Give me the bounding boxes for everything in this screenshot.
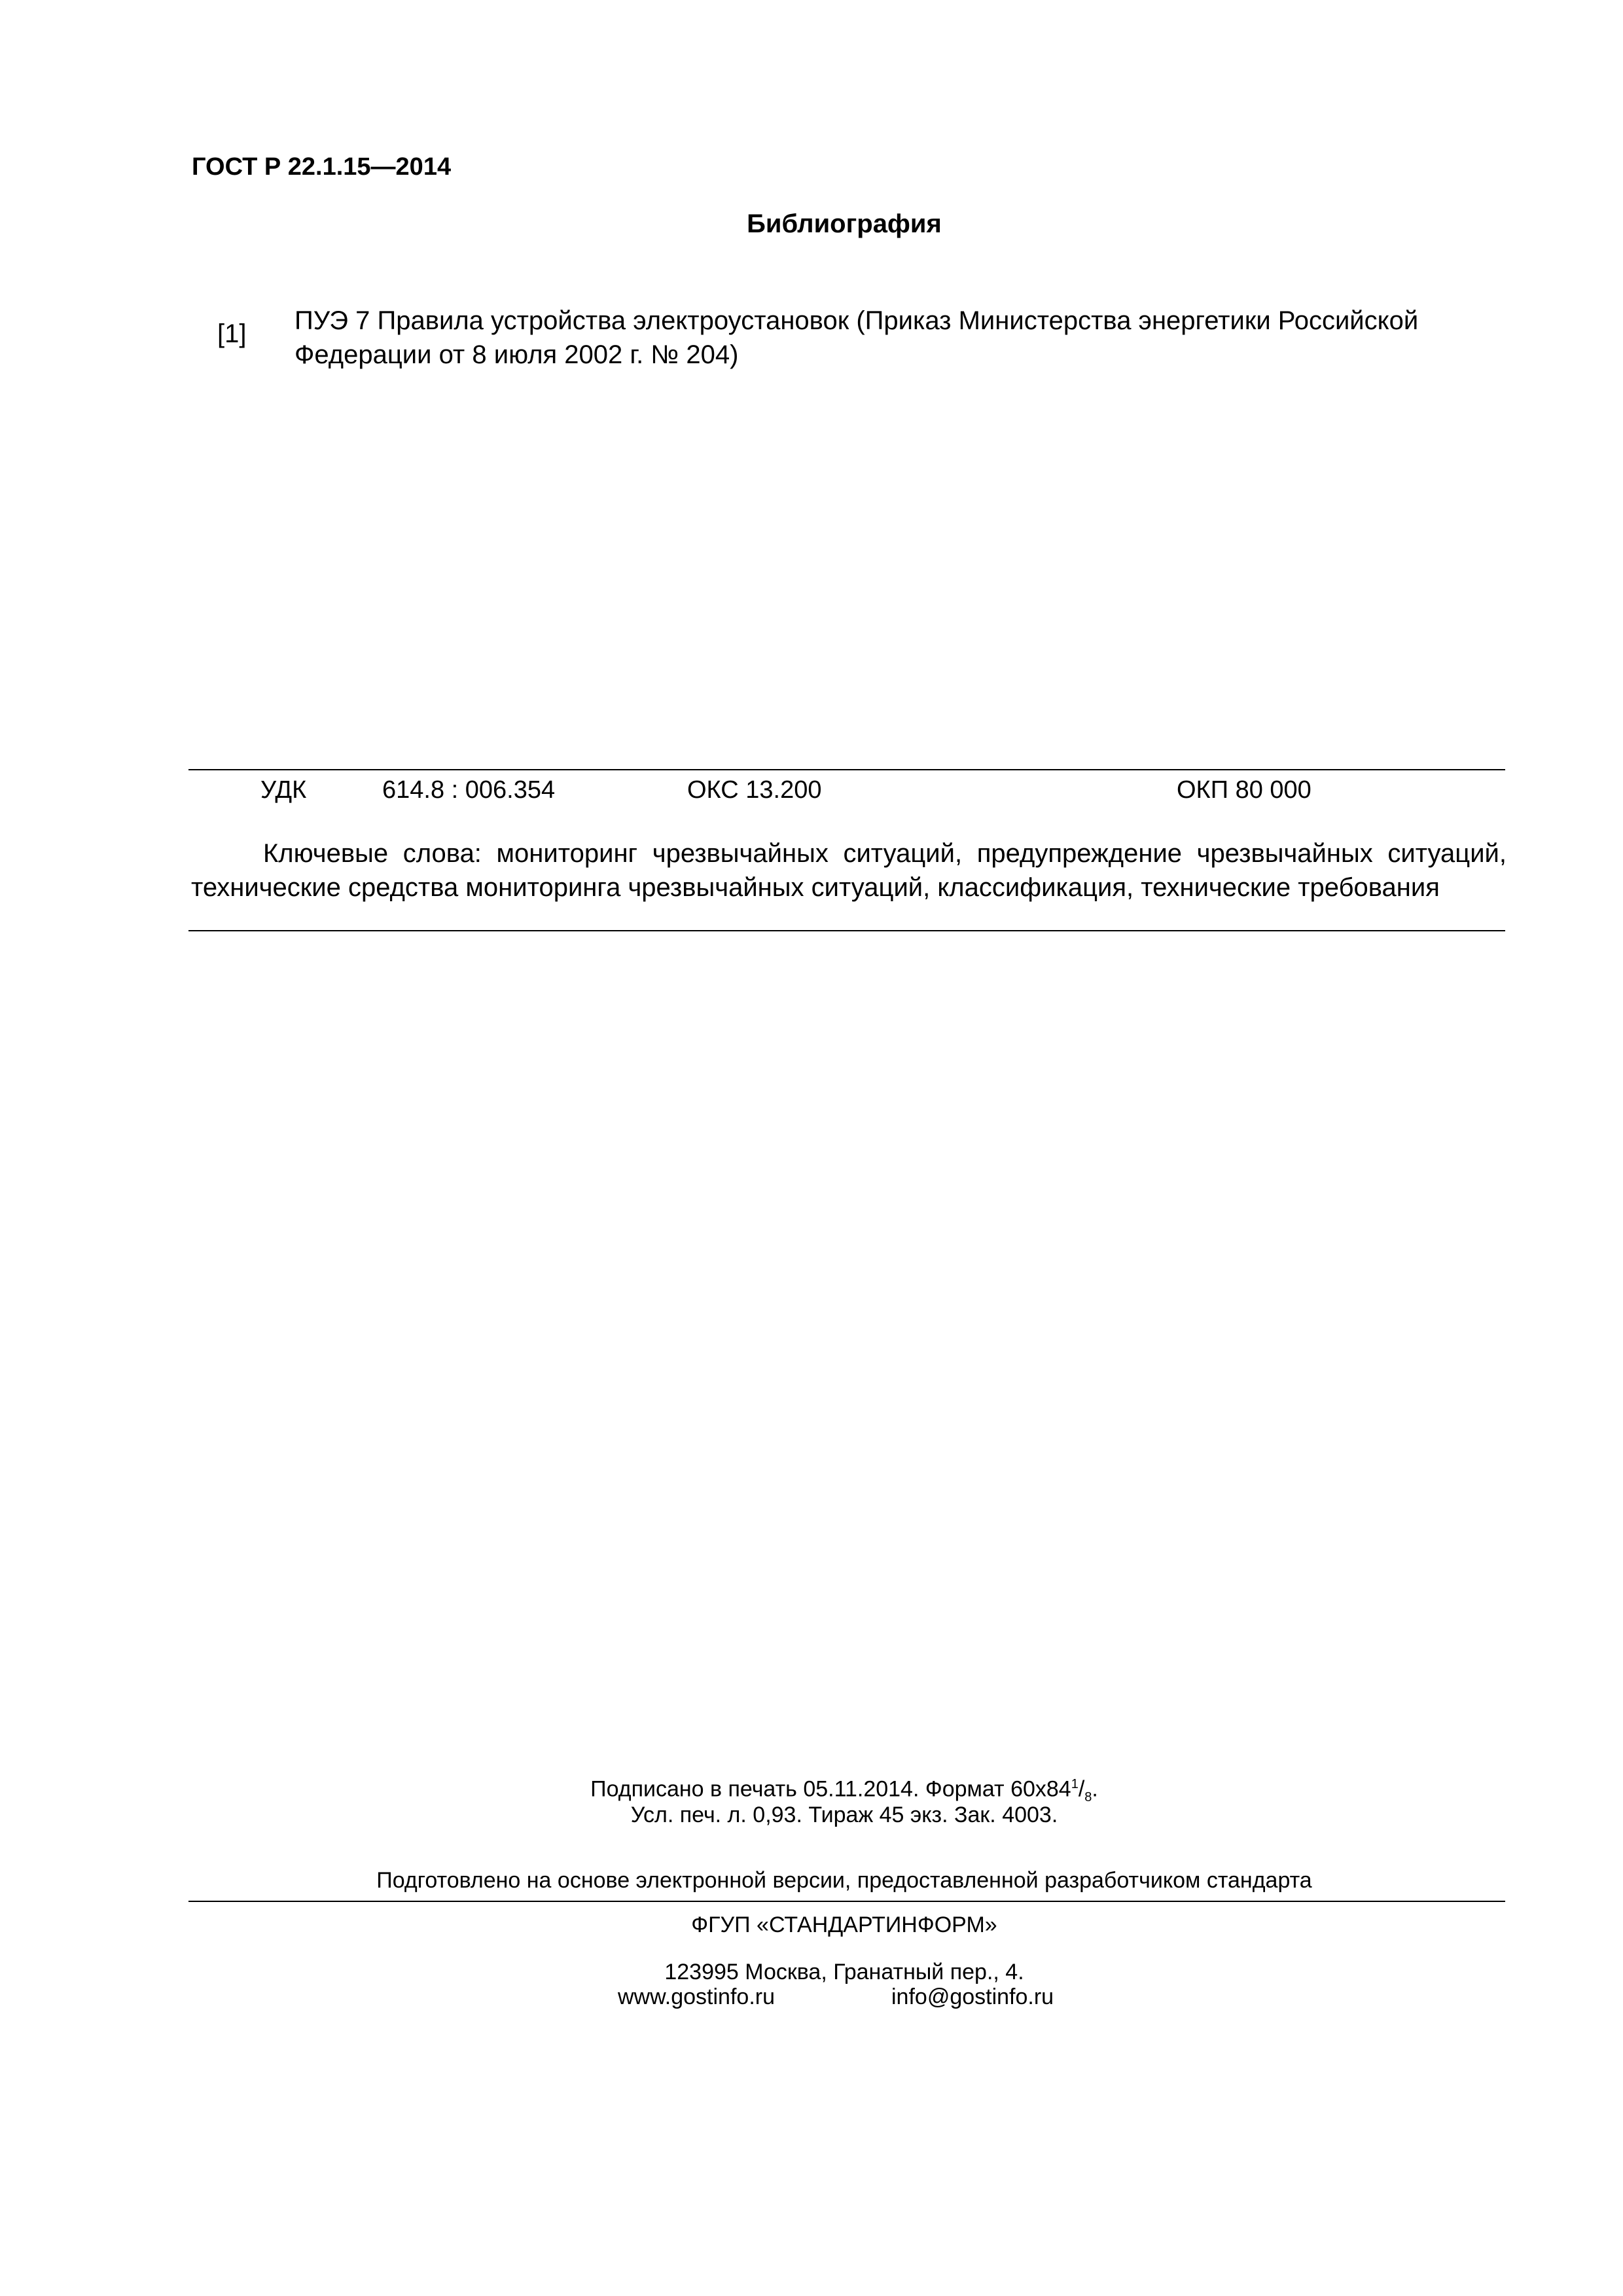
reference-line-2: Федерации от 8 июля 2002 г. № 204) (294, 340, 739, 369)
udk-label: УДК (260, 776, 307, 804)
keywords (191, 836, 1507, 905)
keywords-text: Ключевые слова: мониторинг чрезвычайных ситуаций, предупреждение чрезвычайных ситуаций, технические средства мониторинга чрезвычайных ситуаций, классификация, технические требования (191, 839, 1507, 902)
format-suffix: . (1092, 1776, 1098, 1802)
prepared-line: Подготовлено на основе электронной версии, предоставленной разработчиком стандарта (376, 1868, 1312, 1893)
signed-text: Подписано в печать 05.11.2014. Формат 60x84 (590, 1776, 1071, 1802)
reference-line-1: ПУЭ 7 Правила устройства электроустановок (Приказ Министерства энергетики Российской (294, 306, 1419, 335)
publisher: ФГУП «СТАНДАРТИНФОРМ» (691, 1912, 997, 1937)
signed-line: Подписано в печать 05.11.2014. Формат $60x84^1/_8$. (590, 1776, 1098, 1805)
bibliography-title: Библиография (747, 209, 942, 238)
email-link[interactable]: info@gostinfo.ru (891, 1984, 1054, 2009)
oks-code: ОКС 13.200 (687, 776, 822, 804)
publisher-top-rule (188, 1901, 1505, 1902)
website-link[interactable]: www.gostinfo.ru (618, 1984, 775, 2009)
classification-top-rule (188, 769, 1505, 770)
format-denominator: 8 (1084, 1790, 1092, 1805)
standard-code: ГОСТ Р 22.1.15—2014 (192, 153, 452, 181)
reference-number: [1] (217, 319, 247, 348)
print-line: Усл. печ. л. 0,93. Тираж 45 экз. Зак. 4003. (630, 1803, 1058, 1827)
reference-text (294, 304, 1418, 372)
format-numerator: 1 (1071, 1777, 1079, 1791)
keywords-bottom-rule (188, 930, 1505, 931)
udk-value: 614.8 : 006.354 (382, 776, 556, 804)
okp-code: ОКП 80 000 (1177, 776, 1311, 804)
address: 123995 Москва, Гранатный пер., 4. (664, 1960, 1024, 1984)
